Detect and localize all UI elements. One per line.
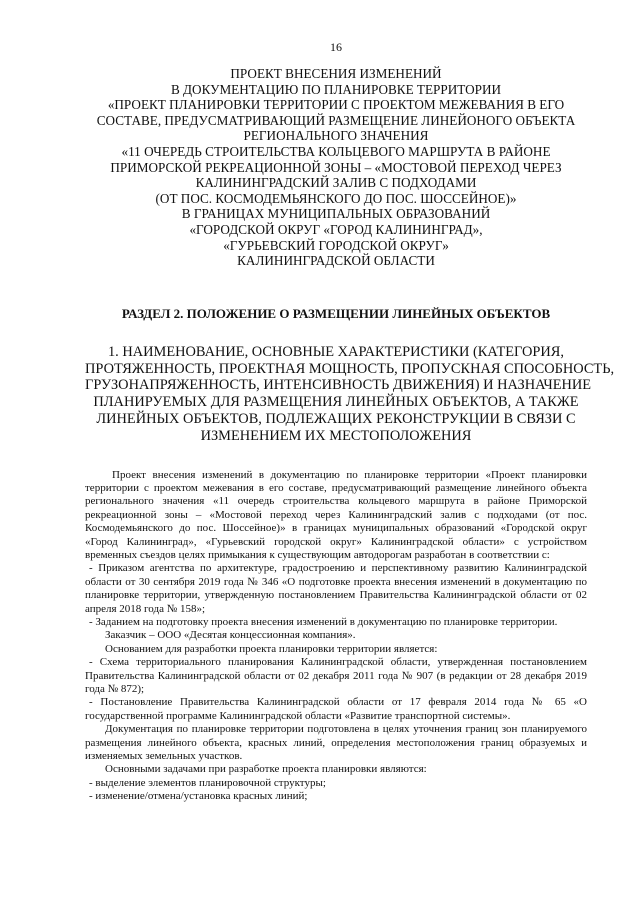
list-item: - Приказом агентства по архитектуре, градостроению и перспективному развитию Калининградской области от 30 сентября 2019 года № 346 «О подготовке проекта внесения изменений в документацию по планировке территории, утвержденную постановлением Правительства Калининградской области от 02 апреля 2018 года № 158»;	[85, 562, 587, 615]
page-number: 16	[330, 40, 342, 54]
subsection-heading-line: ЛИНЕЙНЫХ ОБЪЕКТОВ, ПОДЛЕЖАЩИХ РЕКОНСТРУКЦИИ В СВЯЗИ С	[96, 410, 576, 427]
subsection-heading-line: ПЛАНИРУЕМЫХ ДЛЯ РАЗМЕЩЕНИЯ ЛИНЕЙНЫХ ОБЪЕКТОВ, А ТАКЖЕ	[93, 394, 579, 411]
title-line: ПРОЕКТ ВНЕСЕНИЯ ИЗМЕНЕНИЙ	[230, 66, 442, 81]
list-item: - Схема территориального планирования Калининградской области, утвержденная постановлением Правительства Калининградской области от 02 декабря 2011 года № 907 (в редакции от 28 декабря 2019 года № 872);	[85, 656, 587, 695]
title-line: КАЛИНИНГРАДСКИЙ ЗАЛИВ С ПОДХОДАМИ	[195, 175, 477, 191]
list-item: - Постановление Правительства Калининградской области от 17 февраля 2014 года № 65 «О государственной программе Калининградской области «Развитие транспортной системы».	[85, 696, 587, 722]
paragraph: Основанием для разработки проекта планировки территории является:	[105, 642, 438, 655]
title-line: ПРИМОРСКОЙ РЕКРЕАЦИОННОЙ ЗОНЫ – «МОСТОВОЙ ПЕРЕХОД ЧЕРЕЗ	[110, 159, 562, 175]
title-line: «11 ОЧЕРЕДЬ СТРОИТЕЛЬСТВА КОЛЬЦЕВОГО МАРШРУТА В РАЙОНЕ	[121, 143, 551, 159]
list-item: - изменение/отмена/установка красных линий;	[89, 790, 308, 803]
title-line: СОСТАВЕ, ПРЕДУСМАТРИВАЮЩИЙ РАЗМЕЩЕНИЕ ЛИНЕЙОНОГО ОБЪЕКТА	[96, 112, 576, 128]
title-line: КАЛИНИНГРАДСКОЙ ОБЛАСТИ	[237, 253, 435, 269]
title-line: «ПРОЕКТ ПЛАНИРОВКИ ТЕРРИТОРИИ С ПРОЕКТОМ МЕЖЕВАНИЯ В ЕГО	[107, 97, 565, 113]
document-title	[85, 66, 587, 269]
title-line: РЕГИОНАЛЬНОГО ЗНАЧЕНИЯ	[243, 128, 429, 144]
subsection-heading-line: ПРОТЯЖЕННОСТЬ, ПРОЕКТНАЯ МОЩНОСТЬ, ПРОПУСКНАЯ СПОСОБНОСТЬ,	[85, 360, 615, 377]
title-line: «ГУРЬЕВСКИЙ ГОРОДСКОЙ ОКРУГ»	[223, 237, 449, 253]
list-item: - Заданием на подготовку проекта внесения изменений в документацию по планировке территории.	[89, 615, 558, 628]
list-item: - выделение элементов планировочной структуры;	[89, 776, 326, 789]
title-line: «ГОРОДСКОЙ ОКРУГ «ГОРОД КАЛИНИНГРАД»,	[189, 221, 483, 237]
title-line: В ДОКУМЕНТАЦИЮ ПО ПЛАНИРОВКЕ ТЕРРИТОРИИ	[170, 81, 502, 97]
subsection-heading-line: 1. НАИМЕНОВАНИЕ, ОСНОВНЫЕ ХАРАКТЕРИСТИКИ (КАТЕГОРИЯ,	[107, 343, 564, 360]
paragraph: Основными задачами при разработке проекта планировки являются:	[105, 763, 427, 776]
title-line: В ГРАНИЦАХ МУНИЦИПАЛЬНЫХ ОБРАЗОВАНИЙ	[181, 206, 491, 222]
section-heading: РАЗДЕЛ 2. ПОЛОЖЕНИЕ О РАЗМЕЩЕНИИ ЛИНЕЙНЫХ ОБЪЕКТОВ	[121, 305, 551, 321]
paragraph: Заказчик – ООО «Десятая концессионная компания».	[105, 629, 356, 642]
subsection-heading	[85, 343, 615, 445]
subsection-heading-line: ГРУЗОНАПРЯЖЕННОСТЬ, ИНТЕНСИВНОСТЬ ДВИЖЕНИЯ) И НАЗНАЧЕНИЕ	[85, 377, 592, 394]
subsection-heading-line: ИЗМЕНЕНИЕМ ИХ МЕСТОПОЛОЖЕНИЯ	[200, 427, 472, 444]
title-line: (ОТ ПОС. КОСМОДЕМЬЯНСКОГО ДО ПОС. ШОССЕЙНОЕ)»	[155, 190, 517, 206]
body-text	[85, 469, 587, 804]
paragraph: Документация по планировке территории подготовлена в целях уточнения границ зон планируемого размещения линейного объекта, красных линий, определения местоположения границ образуемых и изменяемых земельных участков.	[85, 723, 587, 763]
paragraph: Проект внесения изменений в документацию по планировке территории «Проект планировки территории с проектом межевания в его составе, предусматривающий размещение линейного объекта регионального значения «11 очередь строительства кольцевого маршрута в районе Приморской рекреационной зоны – «Мостовой переход через Калининградский залив с подходами (от пос. Космодемьянского до пос. Шоссейное)» в границах муниципальных образований «Городской округ «Город Калининград», «Гурьевский городской округ» Калининградской области» с устройством временных съездов целях примыкания к существующим автодорогам разработан в соответствии с:	[85, 468, 587, 561]
